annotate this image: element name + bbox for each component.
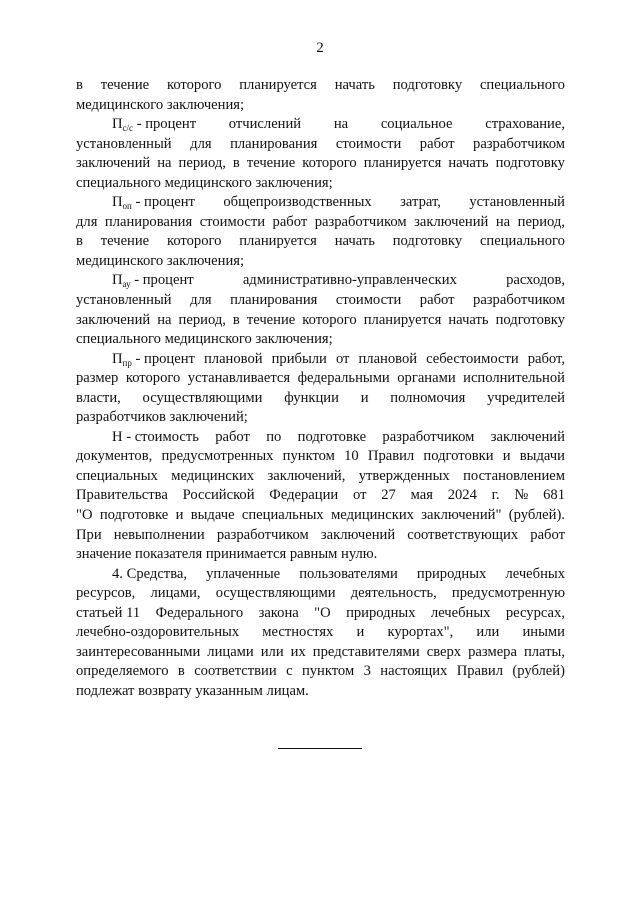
word: период, bbox=[178, 311, 226, 328]
word: статьей 11 bbox=[76, 604, 141, 621]
text-line bbox=[76, 271, 565, 291]
word-text: - процент bbox=[133, 116, 197, 133]
word: Федерации bbox=[269, 487, 339, 504]
word: общепроизводственных bbox=[223, 194, 372, 211]
text-line bbox=[76, 350, 565, 370]
word: 681 bbox=[543, 487, 565, 504]
word: полномочия bbox=[390, 389, 466, 406]
word: Правил bbox=[456, 663, 503, 680]
word: значение показателя принимается равным нулю. bbox=[76, 546, 378, 563]
word: расходов, bbox=[506, 272, 565, 289]
word: соответствии bbox=[194, 663, 277, 680]
word bbox=[112, 271, 194, 291]
word: начать bbox=[448, 311, 489, 328]
word: закона bbox=[258, 604, 299, 621]
coefficient-symbol: П bbox=[112, 350, 123, 367]
word: деятельность, bbox=[350, 585, 437, 602]
word: и bbox=[356, 624, 365, 641]
word: и bbox=[502, 448, 511, 465]
word: Федерального bbox=[155, 604, 244, 621]
text-line bbox=[76, 506, 565, 526]
word: специальных bbox=[241, 507, 324, 524]
word: планируется bbox=[363, 311, 442, 328]
word: сверх bbox=[426, 643, 462, 660]
text-line bbox=[76, 135, 565, 155]
coefficient-symbol: П bbox=[112, 272, 123, 289]
word: административно-управленческих bbox=[242, 272, 457, 289]
word: социальное bbox=[380, 116, 453, 133]
word: местностях bbox=[262, 624, 334, 641]
word: которого bbox=[302, 311, 357, 328]
word: иными bbox=[522, 624, 565, 641]
word: лечебно-оздоровительных bbox=[76, 624, 240, 641]
word: в bbox=[232, 155, 240, 172]
word: или bbox=[476, 624, 500, 641]
word: размера bbox=[468, 643, 517, 660]
word: выдаче bbox=[190, 507, 235, 524]
word: разработчиком bbox=[216, 526, 309, 543]
word: определяемого bbox=[76, 663, 169, 680]
text-line bbox=[76, 291, 565, 311]
word: заключений bbox=[490, 428, 565, 445]
word: лечебных bbox=[430, 604, 491, 621]
word: федеральными bbox=[297, 370, 390, 387]
word: течение bbox=[246, 155, 296, 172]
word-text: - процент bbox=[131, 350, 195, 367]
word: заинтересованными bbox=[76, 643, 201, 660]
word: работ bbox=[272, 213, 308, 230]
word: течение bbox=[246, 311, 296, 328]
text-line bbox=[76, 115, 565, 135]
text-line bbox=[76, 154, 565, 174]
word: подготовку bbox=[495, 155, 565, 172]
word: представителями bbox=[312, 643, 420, 660]
text-line bbox=[76, 311, 565, 331]
word: планируется bbox=[239, 233, 317, 250]
word: специальных bbox=[76, 467, 158, 484]
word: "О bbox=[314, 604, 331, 621]
word: отчислений bbox=[228, 116, 302, 133]
word: специального bbox=[479, 233, 565, 250]
word: исполнительной bbox=[463, 370, 565, 387]
word: течение bbox=[100, 77, 150, 93]
word: установленный bbox=[76, 292, 172, 309]
word: Российской bbox=[182, 487, 255, 504]
word: страхование, bbox=[485, 116, 565, 133]
word: их bbox=[290, 643, 306, 660]
text-line bbox=[76, 604, 565, 624]
word: стоимости bbox=[335, 135, 402, 152]
text-line bbox=[76, 643, 565, 663]
word: 3 bbox=[363, 663, 371, 680]
word: "О bbox=[76, 507, 93, 524]
word: подготовку bbox=[392, 233, 463, 250]
word: от bbox=[335, 350, 350, 367]
word: которого bbox=[166, 77, 222, 93]
text-line bbox=[76, 447, 565, 467]
word: пунктом bbox=[282, 448, 335, 465]
word: 27 bbox=[381, 487, 396, 504]
word: с bbox=[286, 663, 293, 680]
text-line bbox=[76, 408, 565, 428]
word: специального медицинского заключения; bbox=[76, 174, 333, 191]
text-line bbox=[76, 330, 565, 350]
word: органами bbox=[397, 370, 456, 387]
word: работ bbox=[530, 526, 565, 543]
word: в bbox=[76, 77, 83, 93]
word: на bbox=[157, 311, 172, 328]
word: осуществляющими bbox=[215, 585, 336, 602]
word: власти, bbox=[76, 389, 121, 406]
text-line bbox=[76, 252, 565, 272]
word: на bbox=[157, 155, 172, 172]
text-line bbox=[76, 369, 565, 389]
word-text: - процент bbox=[130, 272, 194, 289]
word: № bbox=[514, 487, 529, 504]
word: настоящих bbox=[380, 663, 448, 680]
word: специального bbox=[479, 77, 565, 93]
coefficient-subscript: пр bbox=[122, 357, 132, 368]
word: начать bbox=[334, 77, 375, 93]
word: утвержденных bbox=[358, 467, 450, 484]
word: стоимости bbox=[199, 213, 266, 230]
text-line bbox=[76, 486, 565, 506]
text-line bbox=[76, 174, 565, 194]
word: 10 bbox=[344, 448, 359, 465]
word: платы, bbox=[523, 643, 565, 660]
word: планирования bbox=[104, 213, 193, 230]
word: на bbox=[333, 116, 349, 133]
text-line bbox=[76, 584, 565, 604]
word: лицами bbox=[207, 643, 254, 660]
word: для bbox=[190, 292, 212, 309]
coefficient-subscript: оп bbox=[122, 201, 132, 212]
word: пунктом bbox=[301, 663, 355, 680]
word: заключений bbox=[320, 526, 396, 543]
word: подготовку bbox=[495, 311, 565, 328]
word: которого bbox=[125, 370, 181, 387]
text-line bbox=[76, 389, 565, 409]
text-line bbox=[76, 662, 565, 682]
word: себестоимости bbox=[426, 350, 519, 367]
word: г. bbox=[491, 487, 500, 504]
word: постановлением bbox=[463, 467, 565, 484]
text-line bbox=[76, 682, 565, 702]
word: работ bbox=[215, 428, 250, 445]
word: по bbox=[266, 428, 282, 445]
word: подготовке bbox=[99, 507, 169, 524]
text-line bbox=[76, 623, 565, 643]
word: установленный bbox=[76, 135, 172, 152]
word: курортах", bbox=[387, 624, 454, 641]
word: от bbox=[352, 487, 367, 504]
text-line bbox=[76, 232, 565, 252]
word: Правительства bbox=[76, 487, 168, 504]
word: ресурсов, bbox=[76, 585, 136, 602]
word: период, bbox=[178, 155, 226, 172]
word-text: - процент bbox=[131, 194, 195, 211]
word: ресурсах, bbox=[505, 604, 565, 621]
word: разработчиком bbox=[473, 292, 565, 309]
text-line bbox=[76, 193, 565, 213]
word: начать bbox=[334, 233, 375, 250]
word: (рублей) bbox=[512, 663, 565, 680]
word: и bbox=[360, 389, 369, 406]
word: планирования bbox=[230, 292, 318, 309]
word: плановой bbox=[358, 350, 418, 367]
word: лечебных bbox=[505, 565, 565, 582]
word: стоимости bbox=[335, 292, 402, 309]
word bbox=[112, 350, 195, 370]
text-line bbox=[76, 96, 565, 116]
word: разработчиков заключений; bbox=[76, 409, 248, 426]
word: учредителей bbox=[487, 389, 565, 406]
coefficient-symbol: П bbox=[112, 194, 123, 211]
word: разработчиком bbox=[473, 135, 565, 152]
word: документов, bbox=[76, 448, 153, 465]
word: предусмотренную bbox=[451, 585, 565, 602]
word: и bbox=[175, 507, 184, 524]
word: планируется bbox=[363, 155, 442, 172]
word bbox=[112, 115, 196, 135]
word: установленный bbox=[469, 194, 565, 211]
word: медицинских bbox=[171, 467, 255, 484]
word: планирования bbox=[230, 135, 318, 152]
word: подготовке bbox=[297, 428, 367, 445]
word: соответствующих bbox=[407, 526, 519, 543]
word: подлежат возврату указанным лицам. bbox=[76, 682, 309, 699]
word: выдачи bbox=[519, 448, 565, 465]
word: затрат, bbox=[400, 194, 441, 211]
word: работ, bbox=[527, 350, 565, 367]
word: медицинского заключения; bbox=[76, 96, 245, 113]
word: (рублей). bbox=[508, 507, 565, 524]
word: мая bbox=[410, 487, 433, 504]
word: Н - стоимость bbox=[112, 428, 199, 445]
word: природных bbox=[346, 604, 416, 621]
word: для bbox=[76, 213, 98, 230]
word: заключений, bbox=[267, 467, 346, 484]
word: 2024 bbox=[447, 487, 477, 504]
word: устанавливается bbox=[187, 370, 291, 387]
word: заключений bbox=[76, 311, 151, 328]
document-body bbox=[76, 76, 565, 702]
text-line bbox=[76, 545, 565, 565]
text-line bbox=[76, 526, 565, 546]
word: заключений bbox=[414, 213, 489, 230]
word: период, bbox=[517, 213, 565, 230]
word: уплаченные bbox=[206, 565, 281, 582]
word: заключений bbox=[76, 155, 151, 172]
word: прибыли bbox=[271, 350, 327, 367]
coefficient-subscript: ау bbox=[122, 279, 131, 290]
word: плановой bbox=[203, 350, 263, 367]
word: медицинского заключения; bbox=[76, 252, 245, 269]
word: планируется bbox=[239, 77, 317, 93]
word: предусмотренных bbox=[161, 448, 274, 465]
word: подготовку bbox=[392, 77, 463, 93]
word: работ bbox=[419, 135, 455, 152]
word: которого bbox=[166, 233, 222, 250]
word: в bbox=[76, 233, 83, 250]
page-number: 2 bbox=[316, 40, 324, 56]
text-line bbox=[76, 467, 565, 487]
word: заключений" bbox=[421, 507, 502, 524]
word: работ bbox=[419, 292, 455, 309]
coefficient-subscript: с/с bbox=[122, 123, 134, 134]
word: подготовки bbox=[423, 448, 494, 465]
word: При bbox=[76, 526, 102, 543]
word: осуществляющими bbox=[142, 389, 263, 406]
word: размер bbox=[76, 370, 119, 387]
text-line bbox=[76, 565, 565, 585]
word: специального медицинского заключения; bbox=[76, 331, 333, 348]
word: пользователями bbox=[299, 565, 398, 582]
text-line bbox=[76, 76, 565, 96]
word: лицами, bbox=[150, 585, 201, 602]
word: невыполнении bbox=[113, 526, 205, 543]
word bbox=[112, 193, 195, 213]
word: для bbox=[190, 135, 212, 152]
end-of-document-rule bbox=[278, 748, 362, 749]
word: течение bbox=[100, 233, 150, 250]
word: в bbox=[232, 311, 240, 328]
word: 4. Средства, bbox=[112, 565, 188, 582]
word: природных bbox=[416, 565, 487, 582]
word: Правил bbox=[367, 448, 415, 465]
word: разработчиком bbox=[314, 213, 407, 230]
word: в bbox=[177, 663, 185, 680]
word: медицинских bbox=[331, 507, 414, 524]
text-line bbox=[76, 213, 565, 233]
word: разработчиком bbox=[382, 428, 475, 445]
coefficient-symbol: П bbox=[112, 116, 123, 133]
text-line bbox=[76, 428, 565, 448]
word: или bbox=[260, 643, 284, 660]
word: начать bbox=[448, 155, 489, 172]
word: на bbox=[495, 213, 511, 230]
word: которого bbox=[302, 155, 357, 172]
word: функции bbox=[284, 389, 339, 406]
